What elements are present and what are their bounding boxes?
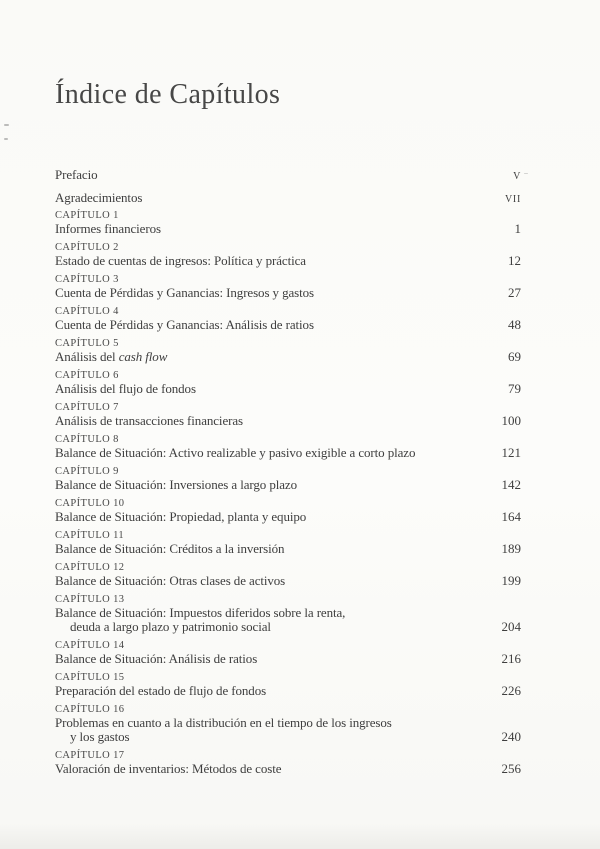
title-text: Balance de Situación: Inversiones a largo plazo [55,477,297,492]
toc-line [55,542,521,556]
toc-line [55,254,521,268]
toc-entry-chapter [55,338,521,364]
page-number: 100 [501,413,521,428]
entry-title [55,254,306,268]
page-number: 226 [501,683,521,698]
entry-title [55,350,167,364]
page-number: 204 [501,619,521,634]
toc-line [55,762,521,776]
chapter-label: CAPÍTULO 4 [55,306,119,317]
scan-artifact [4,124,9,126]
page-number: 142 [501,477,521,492]
toc-line [55,510,521,524]
title-text: Cuenta de Pérdidas y Ganancias: Ingresos y gastos [55,285,315,300]
page-number: 189 [501,541,521,556]
toc-entry-front [55,168,521,184]
toc-line [55,684,521,698]
italic-term: cash flow [118,349,168,364]
toc-entry-chapter [55,704,521,744]
toc-entry-chapter [55,210,521,236]
entry-title [55,191,142,205]
page-number: 164 [501,509,521,524]
page-number: 48 [508,317,521,332]
entry-title [55,318,314,332]
toc-entry-chapter [55,466,521,492]
page-number: 256 [501,761,521,776]
page-number: 69 [508,349,521,364]
title-text: Balance de Situación: Créditos a la inversión [55,541,285,556]
toc-line [55,730,521,744]
title-text: Balance de Situación: Propiedad, planta y equipo [55,509,307,524]
entry-title [55,478,297,492]
table-of-contents [55,163,521,782]
toc-entry-chapter [55,562,521,588]
toc-entry-chapter [55,498,521,524]
chapter-label: CAPÍTULO 1 [55,210,119,221]
toc-line [55,478,521,492]
toc-entry-chapter [55,434,521,460]
entry-title [55,382,196,396]
toc-line [55,350,521,364]
toc-entry-chapter [55,594,521,634]
toc-line [55,446,521,460]
toc-line [55,191,521,207]
page-number: 1 [514,221,521,236]
page-number: V [513,171,521,182]
page-number: 12 [508,253,521,268]
page-title: Índice de Capítulos [55,79,281,110]
toc-line [55,318,521,332]
chapter-label: CAPÍTULO 3 [55,274,119,285]
chapter-label: CAPÍTULO 12 [55,562,125,573]
chapter-label: CAPÍTULO 2 [55,242,119,253]
page-number: 121 [501,445,521,460]
toc-entry-chapter [55,750,521,776]
entry-title [55,606,345,620]
page-number: VII [505,194,521,205]
entry-title [55,542,284,556]
scan-artifact [4,138,8,140]
title-text: Análisis de transacciones financieras [55,413,243,428]
chapter-label: CAPÍTULO 16 [55,704,125,715]
toc-line [55,382,521,396]
title-text: Balance de Situación: Activo realizable y pasivo exigible a corto plazo [55,445,416,460]
entry-title [55,414,243,428]
toc-line [55,652,521,666]
title-text: Estado de cuentas de ingresos: Política y práctica [55,253,306,268]
toc-line [55,414,521,428]
chapter-label: CAPÍTULO 5 [55,338,119,349]
title-text: Problemas en cuanto a la distribución en el tiempo de los ingresos [55,715,392,730]
chapter-label: CAPÍTULO 9 [55,466,119,477]
toc-entry-front [55,191,521,207]
toc-line [55,606,521,620]
toc-entry-chapter [55,402,521,428]
title-text: Valoración de inventarios: Métodos de coste [55,761,282,776]
title-text: Balance de Situación: Análisis de ratios [55,651,258,666]
toc-line [55,620,521,634]
toc-entry-chapter [55,530,521,556]
toc-line [55,286,521,300]
scan-artifact [524,173,528,174]
chapter-label: CAPÍTULO 6 [55,370,119,381]
entry-title [55,222,161,236]
toc-entry-chapter [55,242,521,268]
toc-line [55,716,521,730]
toc-line [55,222,521,236]
chapter-label: CAPÍTULO 11 [55,530,125,541]
entry-title [55,286,314,300]
page-number: 199 [501,573,521,588]
title-text: y los gastos [70,729,130,744]
chapter-label: CAPÍTULO 15 [55,672,125,683]
chapter-label: CAPÍTULO 10 [55,498,125,509]
title-text: Análisis del [55,349,119,364]
page-number: 240 [501,729,521,744]
toc-line [55,574,521,588]
entry-title [55,574,285,588]
toc-entry-chapter [55,274,521,300]
title-text: Preparación del estado de flujo de fondos [55,683,267,698]
title-text: Análisis del flujo de fondos [55,381,196,396]
chapter-label: CAPÍTULO 17 [55,750,125,761]
title-text: deuda a largo plazo y patrimonio social [70,619,271,634]
toc-entry-chapter [55,672,521,698]
entry-title [55,730,129,744]
entry-title [55,168,98,182]
title-text: Agradecimientos [55,190,143,205]
title-text: Balance de Situación: Impuestos diferidos sobre la renta, [55,605,346,620]
toc-entry-chapter [55,370,521,396]
chapter-label: CAPÍTULO 8 [55,434,119,445]
toc-entry-chapter [55,306,521,332]
chapter-label: CAPÍTULO 14 [55,640,125,651]
title-text: Balance de Situación: Otras clases de activos [55,573,286,588]
entry-title [55,510,306,524]
title-text: Cuenta de Pérdidas y Ganancias: Análisis de ratios [55,317,314,332]
entry-title [55,446,415,460]
chapter-label: CAPÍTULO 13 [55,594,125,605]
page-number: 27 [508,285,521,300]
entry-title [55,762,281,776]
page-number: 79 [508,381,521,396]
entry-title [55,684,266,698]
toc-entry-chapter [55,640,521,666]
chapter-label: CAPÍTULO 7 [55,402,119,413]
page-number: 216 [501,651,521,666]
entry-title [55,620,271,634]
title-text: Informes financieros [55,221,161,236]
entry-title [55,652,257,666]
entry-title [55,716,392,730]
toc-line [55,168,521,184]
title-text: Prefacio [55,167,98,182]
